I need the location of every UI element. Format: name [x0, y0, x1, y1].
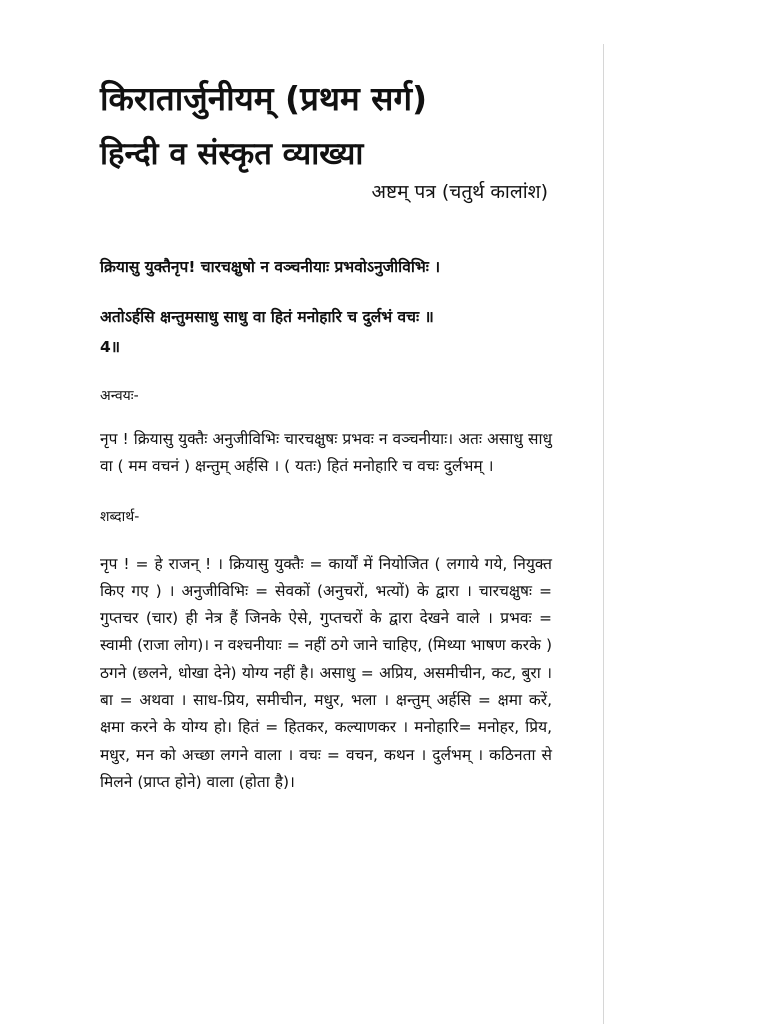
paper-label: अष्टम् पत्र (चतुर्थ कालांश) — [371, 181, 548, 203]
shabdarth-paragraph: नृप ! = हे राजन् ! । क्रियासु युक्तैः = कार्यों में नियोजित ( लगाये गये, नियुक्त किए गए ) । अनुजीविभिः = सेवकों (अनुचरों, भत्यों) के द्वारा । चारचक्षुषः = गुप्तचर (चार) ही नेत्र हैं जिनके ऐसे, गुप्तचरों के द्वारा देखने वाले । प्रभवः = स्वामी (राजा लोग)। न वश्चनीयाः = नहीं ठगे जाने चाहिए, (मिथ्या भाषण करके ) ठगने (छलने, धोखा देने) योग्य नहीं है। असाधु = अप्रिय, असमीचीन, कट, बुरा । बा = अथवा । साध-प्रिय, समीचीन, मधुर, भला । क्षन्तुम् अर्हसि = क्षमा करें, क्षमा करने के योग्य हो। हितं = हितकर, कल्याणकर । मनोहारि= मनोहर, प्रिय, मधुर, मन को अच्छा लगने वाला । वचः = वचन, कथन । दुर्लभम् । कठिनता से मिलने (प्राप्त होने) वाला (होता है)। — [100, 554, 552, 791]
document-title: किरातार्जुनीयम् (प्रथम सर्ग) — [100, 79, 428, 118]
document-page — [100, 68, 552, 796]
verse-number: 4॥ — [100, 338, 121, 356]
verse-line-2-text: अतोऽर्हसि क्षन्तुमसाधु साधु वा हितं मनोहारि च दुर्लभं वचः ॥ — [100, 308, 434, 326]
anvay-paragraph: नृप ! क्रियासु युक्तैः अनुजीविभिः चारचक्षुषः प्रभवः न वञ्चनीयाः। अतः असाधु साधु वा ( मम वचनं ) क्षन्तुम् अर्हसि । ( यतः) हितं मनोहारि च वचः दुर्लभम् । — [100, 430, 552, 476]
page-edge-divider — [603, 44, 604, 1024]
anvay-heading: अन्वयः- — [100, 388, 139, 404]
document-subtitle: हिन्दी व संस्कृत व्याख्या — [100, 136, 364, 172]
verse-line-1: क्रियासु युक्तैनृप! चारचक्षुषो न वञ्चनीयाः प्रभवोऽनुजीविभिः । — [100, 258, 441, 276]
shabdarth-heading: शब्दार्थ- — [100, 508, 140, 525]
verse-line-2 — [100, 302, 552, 362]
